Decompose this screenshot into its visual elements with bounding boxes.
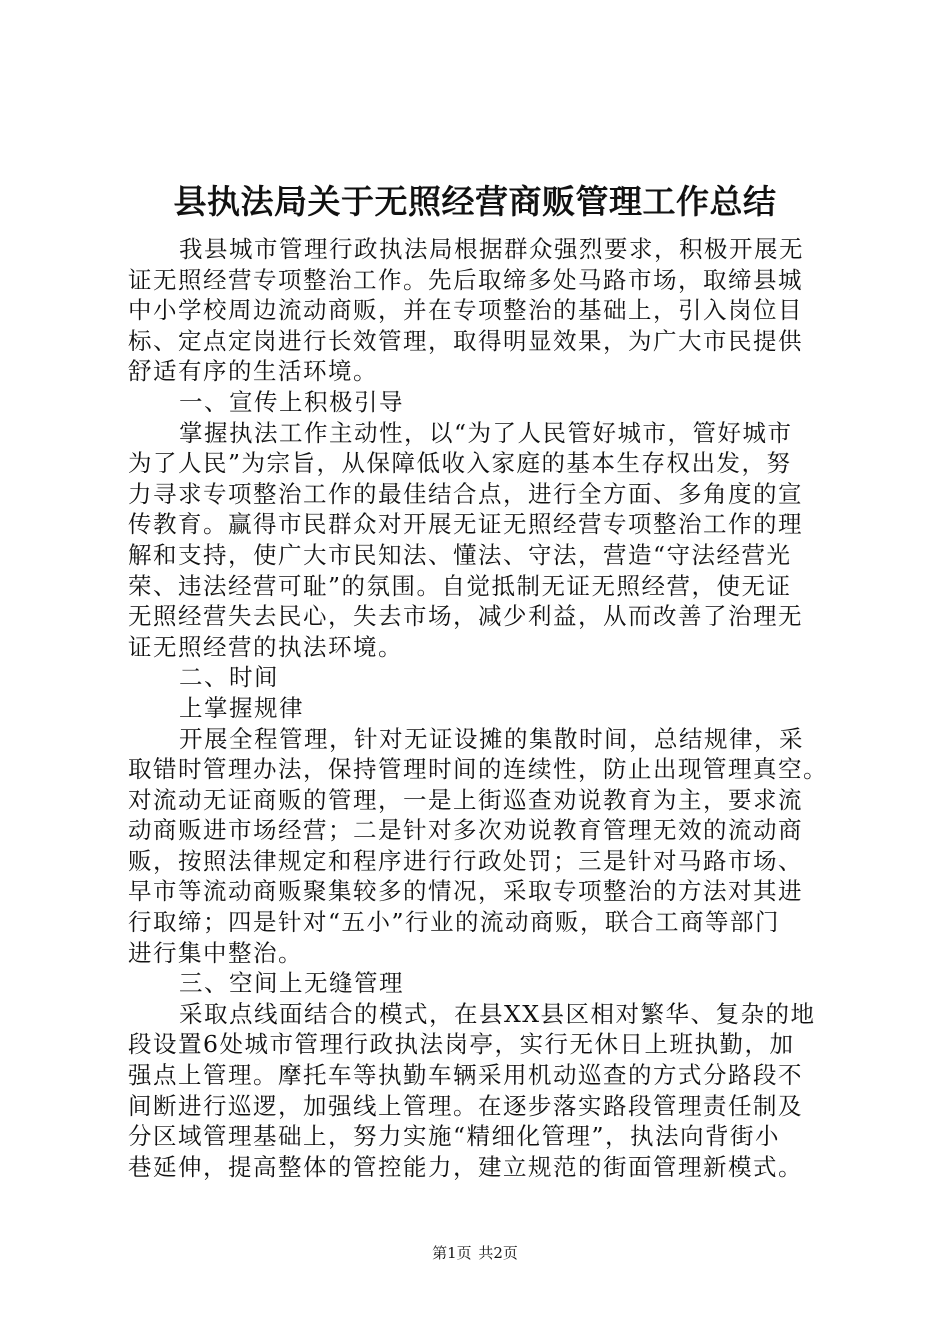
text-line: 标、定点定岗进行长效管理，取得明显效果，为广大市民提供 [128, 326, 803, 355]
text-line: 贩，按照法律规定和程序进行行政处罚；三是针对马路市场、 [128, 846, 803, 875]
text-line: 早市等流动商贩聚集较多的情况，采取专项整治的方法对其进 [128, 877, 803, 906]
text-line: 开展全程管理，针对无证设摊的集散时间，总结规律，采 [179, 724, 804, 753]
text-line: 采取点线面结合的模式，在县XX县区相对繁华、复杂的地 [179, 999, 816, 1028]
text-line: 上掌握规律 [179, 693, 304, 722]
text-line: 二、时间 [179, 663, 279, 692]
text-line: 间断进行巡逻，加强线上管理。在逐步落实路段管理责任制及 [128, 1091, 803, 1120]
text-line: 舒适有序的生活环境。 [128, 357, 378, 386]
text-line: 我县城市管理行政执法局根据群众强烈要求，积极开展无 [179, 235, 804, 263]
text-line: 力寻求专项整治工作的最佳结合点，进行全方面、多角度的宣 [128, 479, 803, 508]
text-line: 证无照经营的执法环境。 [128, 632, 403, 661]
text-line: 中小学校周边流动商贩，并在专项整治的基础上，引入岗位目 [128, 296, 803, 325]
text-line: 动商贩进市场经营；二是针对多次劝说教育管理无效的流动商 [128, 816, 803, 845]
text-line: 分区域管理基础上，努力实施“精细化管理”，执法向背街小 [128, 1122, 781, 1151]
text-line: 对流动无证商贩的管理，一是上街巡查劝说教育为主，要求流 [128, 785, 803, 814]
text-line: 掌握执法工作主动性，以“为了人民管好城市，管好城市 [179, 418, 793, 447]
text-line: 为了人民”为宗旨，从保障低收入家庭的基本生存权出发，努 [128, 449, 792, 478]
text-line: 进行集中整治。 [128, 938, 303, 967]
text-line: 证无照经营专项整治工作。先后取缔多处马路市场，取缔县城 [128, 265, 803, 294]
text-line: 取错时管理办法，保持管理时间的连续性，防止出现管理真空。 [128, 755, 828, 784]
document-body [128, 234, 840, 1182]
text-line: 传教育。赢得市民群众对开展无证无照经营专项整治工作的理 [128, 510, 803, 539]
page-title: 县执法局关于无照经营商贩管理工作总结 [173, 182, 777, 221]
text-line: 无照经营失去民心，失去市场，减少利益，从而改善了治理无 [128, 602, 803, 631]
text-line: 解和支持，使广大市民知法、懂法、守法，营造“守法经营光 [128, 540, 792, 569]
text-line: 段设置6处城市管理行政执法岗亭，实行无休日上班执勤，加 [128, 1030, 795, 1059]
text-line: 一、宣传上积极引导 [179, 387, 404, 416]
text-line: 三、空间上无缝管理 [179, 969, 404, 998]
text-line: 巷延伸，提高整体的管控能力，建立规范的街面管理新模式。 [128, 1152, 803, 1181]
text-line: 强点上管理。摩托车等执勤车辆采用机动巡查的方式分路段不 [128, 1061, 803, 1090]
page-number: 第1页 共2页 [432, 1244, 518, 1262]
text-line: 行取缔；四是针对“五小”行业的流动商贩，联合工商等部门 [128, 908, 781, 937]
text-line: 荣、违法经营可耻”的氛围。自觉抵制无证无照经营，使无证 [128, 571, 792, 600]
